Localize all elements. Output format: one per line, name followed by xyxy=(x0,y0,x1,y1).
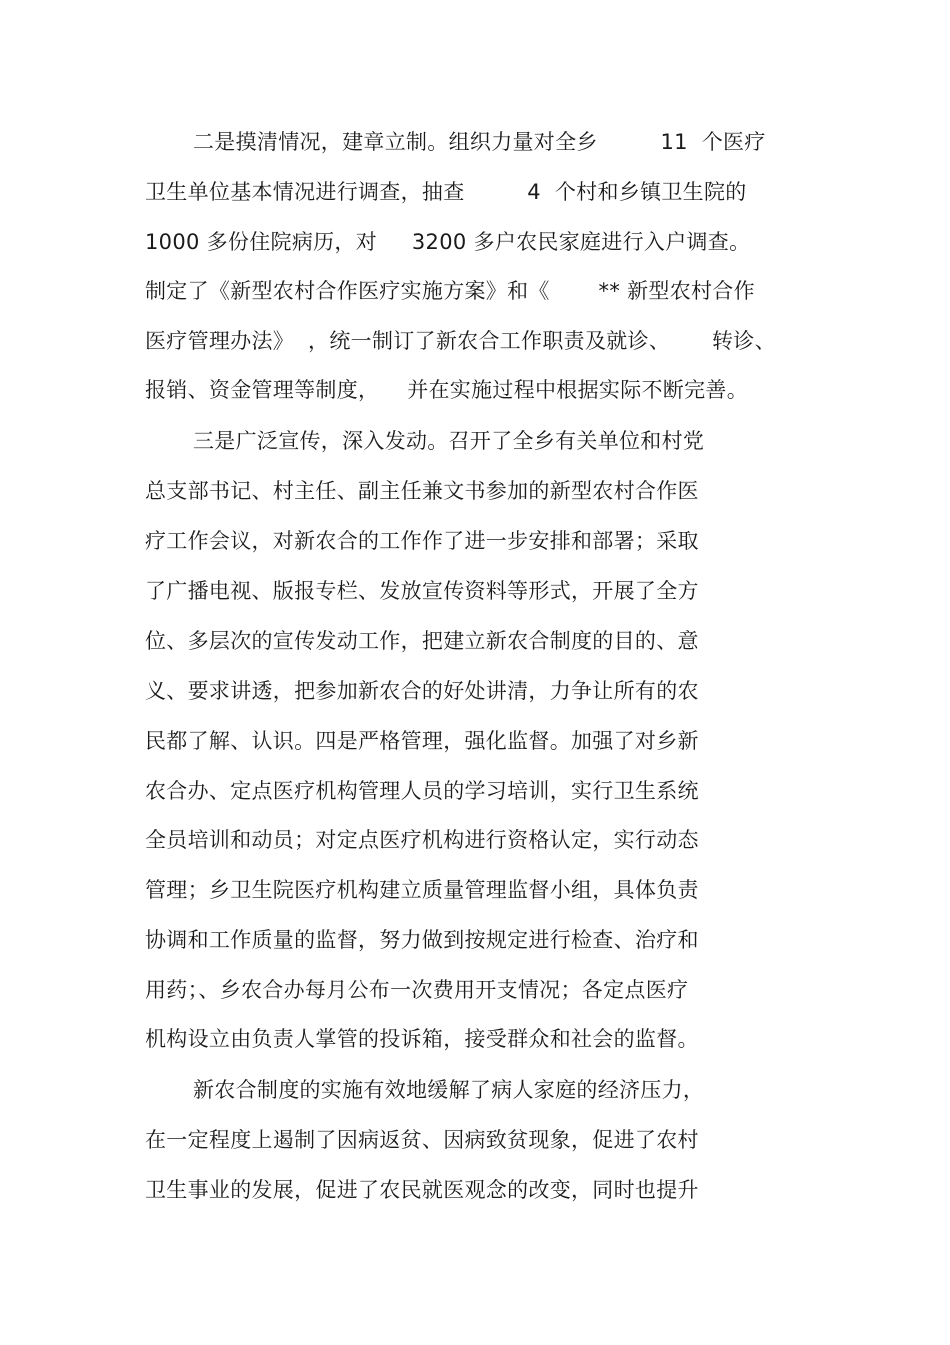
paragraph-2-line-8: 农合办、定点医疗机构管理人员的学习培训，实行卫生系统 xyxy=(145,779,699,803)
paragraph-1-line-3: 1000 多份住院病历，对 3200 多户农民家庭进行入户调查。 xyxy=(145,230,751,254)
paragraph-2-line-5: 位、多层次的宣传发动工作，把建立新农合制度的目的、意 xyxy=(145,629,699,653)
paragraph-3-line-1: 新农合制度的实施有效地缓解了病人家庭的经济压力， xyxy=(193,1078,705,1102)
paragraph-1-line-6: 报销、资金管理等制度， 并在实施过程中根据实际不断完善。 xyxy=(145,378,748,402)
paragraph-3-line-2: 在一定程度上遏制了因病返贫、因病致贫现象，促进了农村 xyxy=(145,1128,699,1152)
paragraph-2-line-7: 民都了解、认识。四是严格管理，强化监督。加强了对乡新 xyxy=(145,729,699,753)
paragraph-2-line-10: 管理；乡卫生院医疗机构建立质量管理监督小组，具体负责 xyxy=(145,878,699,902)
paragraph-2-line-11: 协调和工作质量的监督，努力做到按规定进行检查、治疗和 xyxy=(145,928,699,952)
paragraph-2-line-9: 全员培训和动员；对定点医疗机构进行资格认定，实行动态 xyxy=(145,828,699,852)
paragraph-2-line-4: 了广播电视、版报专栏、发放宣传资料等形式，开展了全方 xyxy=(145,579,699,603)
paragraph-2-line-12: 用药；、乡农合办每月公布一次费用开支情况；各定点医疗 xyxy=(145,978,689,1002)
paragraph-2-line-6: 义、要求讲透，把参加新农合的好处讲清，力争让所有的农 xyxy=(145,679,699,703)
paragraph-2-line-13: 机构设立由负责人掌管的投诉箱，接受群众和社会的监督。 xyxy=(145,1027,699,1051)
paragraph-3-line-3: 卫生事业的发展，促进了农民就医观念的改变，同时也提升 xyxy=(145,1178,699,1202)
paragraph-2-line-1: 三是广泛宣传，深入发动。召开了全乡有关单位和村党 xyxy=(193,429,705,453)
paragraph-1-line-4: 制定了《新型农村合作医疗实施方案》和《 ** 新型农村合作 xyxy=(145,279,755,303)
paragraph-1-line-2: 卫生单位基本情况进行调查，抽查 4 个村和乡镇卫生院的 xyxy=(145,180,747,204)
paragraph-2-line-2: 总支部书记、村主任、副主任兼文书参加的新型农村合作医 xyxy=(145,479,699,503)
paragraph-1-line-5: 医疗管理办法》 ，统一制订了新农合工作职责及就诊、 转诊、 xyxy=(145,329,776,353)
paragraph-1-line-1: 二是摸清情况，建章立制。组织力量对全乡 11 个医疗 xyxy=(193,130,766,154)
paragraph-2-line-3: 疗工作会议，对新农合的工作作了进一步安排和部署；采取 xyxy=(145,529,699,553)
